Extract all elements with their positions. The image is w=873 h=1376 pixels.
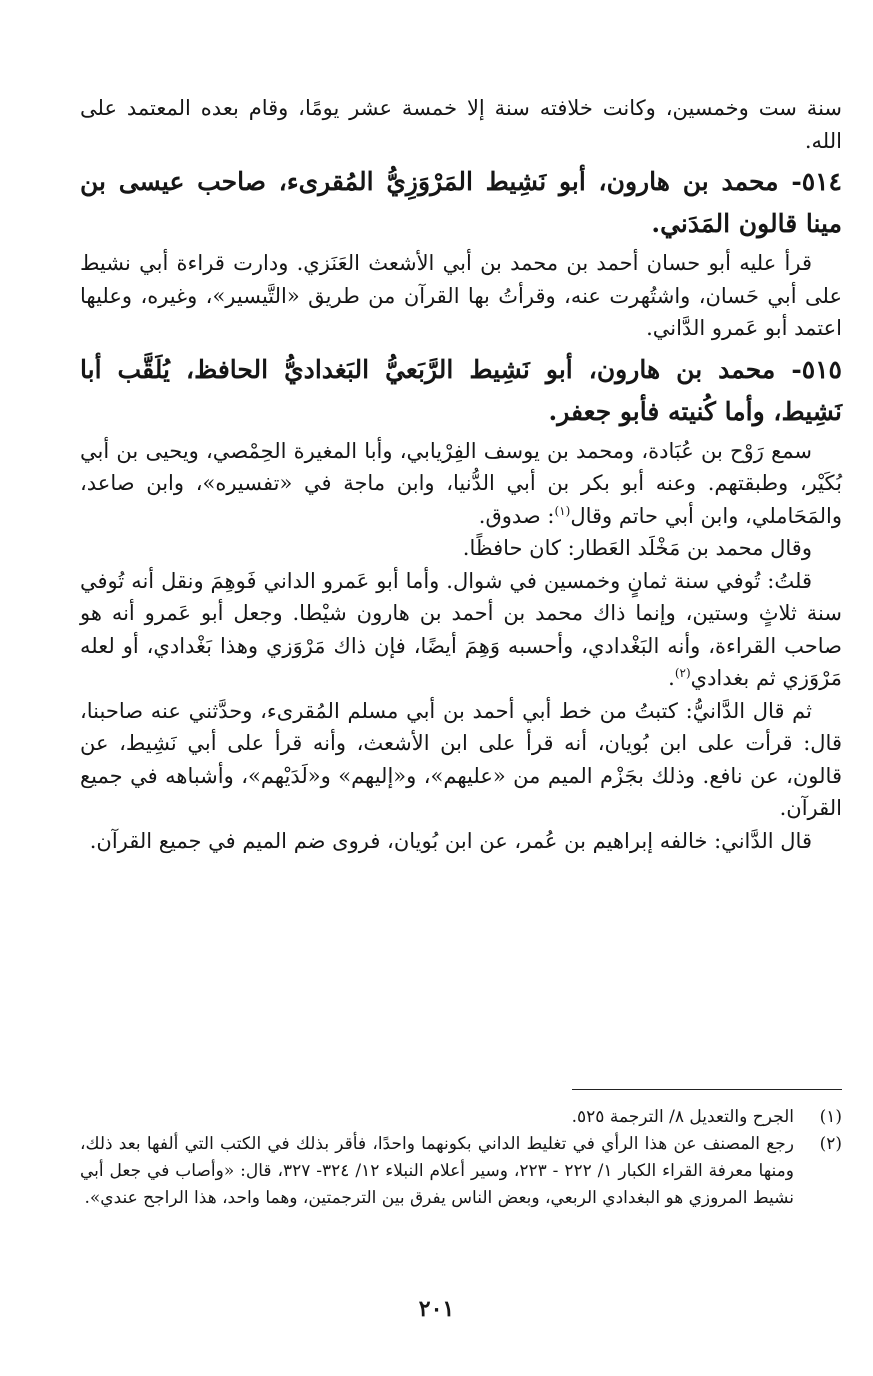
- footnote-2: [80, 1131, 842, 1212]
- footnote-text: رجع المصنف عن هذا الرأي في تغليط الداني بكونهما واحدًا، فأقر بذلك في الكتب التي ألفها بعد ذلك، ومنها معرفة القراء الكبار ١/ ٢٢٢ - ٢٢٣، وسير أعلام النبلاء ١٢/ ٣٢٤- ٣٢٧، قال: «وأصاب في جعل أبي نشيط المروزي هو البغدادي الربعي، وبعض الناس يفرق بين الترجمتين، وهما واحد، هذا الراجح عندي».: [80, 1134, 794, 1208]
- paragraph-515-narrators: [80, 435, 842, 533]
- paragraph-dani-dispute: قال الدَّاني: خالفه إبراهيم بن عُمر، عن ابن بُويان، فروى ضم الميم في جميع القرآن.: [89, 828, 812, 853]
- footnote-number: (٢): [819, 1134, 842, 1154]
- footnote-text: الجرح والتعديل ٨/ الترجمة ٥٢٥.: [571, 1107, 794, 1127]
- paragraph-author-note: [80, 565, 842, 695]
- entry-heading-515: ٥١٥- محمد بن هارون، أبو نَشِيط الرَّبَعيُّ البَغداديُّ الحافظ، يُلَقَّب أبا نَشِيط، وأما كُنيته فأبو جعفر.: [80, 354, 842, 426]
- page-number: ٢٠١: [418, 1296, 455, 1322]
- paragraph-intro: سنة ست وخمسين، وكانت خلافته سنة إلا خمسة عشر يومًا، وقام بعده المعتمد على الله.: [80, 96, 842, 153]
- footnote-divider: [572, 1089, 842, 1090]
- paragraph-makhlad-quote: وقال محمد بن مَخْلَد العَطار: كان حافظًا.: [462, 536, 812, 560]
- paragraph-515-narrators-end: : صدوق.: [478, 503, 555, 528]
- footnote-ref-2[interactable]: (٢): [674, 666, 691, 680]
- paragraph-514-body: قرأ عليه أبو حسان أحمد بن محمد بن أبي الأشعث العَنَزي. ودارت قراءة أبي نشيط على أبي حَسان، واشتُهرت عنه، وقرأتُ بها القرآن من طريق «التَّيسير»، وغيره، وعليها اعتمد أبو عَمرو الدَّاني.: [80, 251, 842, 340]
- footnote-1: [80, 1104, 842, 1131]
- paragraph-author-note-end: .: [668, 666, 675, 690]
- paragraph-dani-chain: ثم قال الدَّانيُّ: كتبتُ من خط أبي أحمد بن أبي مسلم المُقرىء، وحدَّثني عنه صاحبنا، قال: قرأت على ابن بُويان، أنه قرأ على ابن الأشعث، وأنه قرأ على أبي نَشِيط، عن قالون، عن نافع. وذلك بجَزْم الميم من «عليهم»، و«إليهم» و«لَدَيْهم»، وأشباهه في جميع القرآن.: [80, 698, 842, 820]
- entry-heading-514: ٥١٤- محمد بن هارون، أبو نَشِيط المَرْوَزِيُّ المُقرىء، صاحب عيسى بن مينا قالون المَدَني.: [80, 167, 842, 238]
- footnotes-section: [80, 1104, 842, 1212]
- page-body: [80, 92, 842, 857]
- footnote-number: (١): [819, 1107, 842, 1127]
- footnote-ref-1[interactable]: (١): [554, 503, 571, 518]
- paragraph-515-narrators-text: سمع رَوْح بن عُبَادة، ومحمد بن يوسف الفِرْيابي، وأبا المغيرة الحِمْصي، ويحيى بن أبي بُكَيْر، وطبقتهم. وعنه أبو بكر بن أبي الدُّنيا، وابن ماجة في «تفسيره»، وابن صاعد، والمَحَاملي، وابن أبي حاتم وقال: [80, 438, 842, 528]
- paragraph-author-note-text: قلتُ: تُوفي سنة ثمانٍ وخمسين في شوال. وأما أبو عَمرو الداني فَوهِمَ ونقل أنه تُوفي سنة ثلاثٍ وستين، وإنما ذاك محمد بن أحمد بن هارون شيْطا. وجعل أبو عَمرو أنه هو صاحب القراءة، وأنه البَغْدادي، وأحسبه وَهِمَ أيضًا، فإن ذاك مَرْوَزي وهذا بَغْدادي، أو لعله مَرْوَزي ثم بغدادي: [80, 568, 842, 690]
